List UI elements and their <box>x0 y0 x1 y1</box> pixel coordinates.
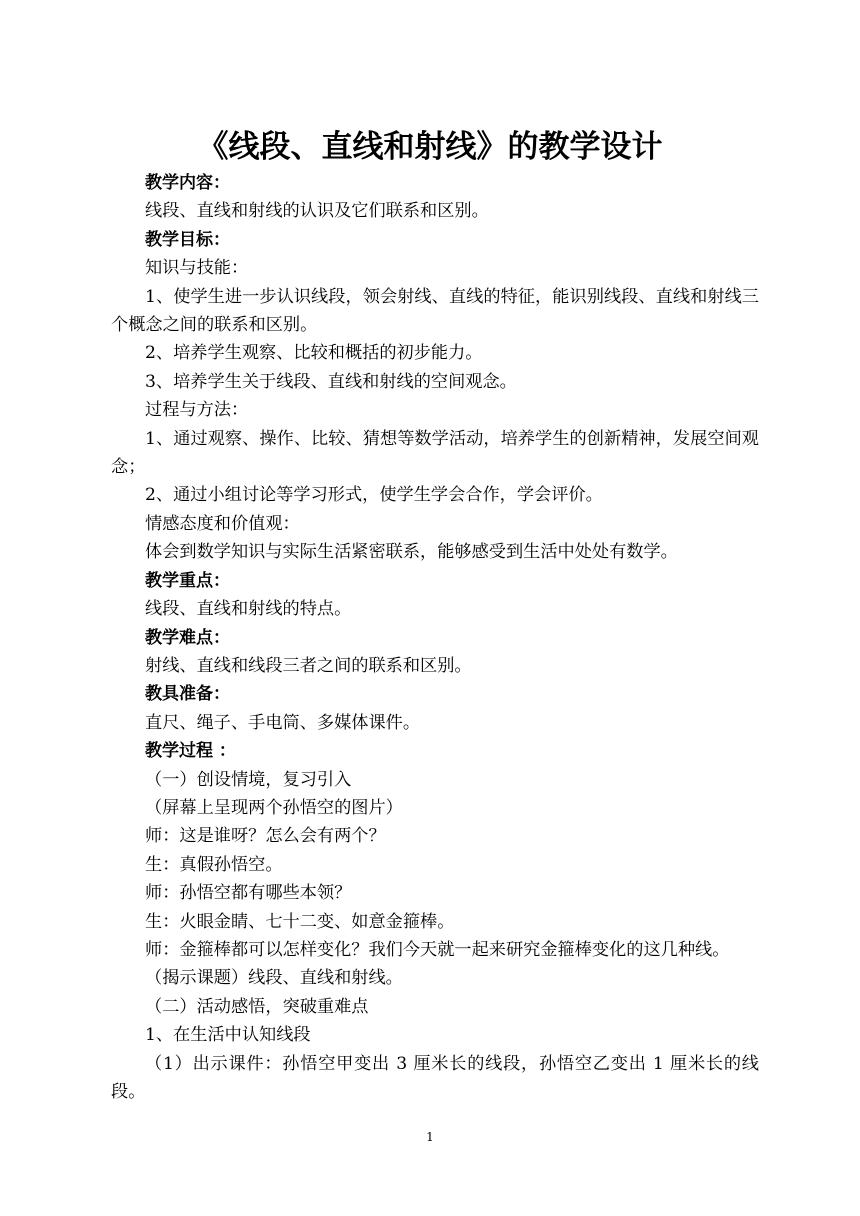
body-paragraph: 过程与方法： <box>145 400 249 421</box>
body-paragraph: 2、培养学生观察、比较和概括的初步能力。 <box>145 343 483 364</box>
document-body <box>111 169 759 1106</box>
body-paragraph: 师：孙悟空都有哪些本领？ <box>145 883 352 904</box>
body-paragraph: （1）出示课件：孙悟空甲变出 3 厘米长的线段，孙悟空乙变出 1 厘米长的线段。 <box>111 1053 759 1102</box>
body-paragraph: 1、在生活中认知线段 <box>145 1025 311 1046</box>
body-paragraph: 生：火眼金睛、七十二变、如意金箍棒。 <box>145 911 455 932</box>
body-paragraph: 3、培养学生关于线段、直线和射线的空间观念。 <box>145 371 517 392</box>
body-paragraph: 射线、直线和线段三者之间的联系和区别。 <box>145 655 472 676</box>
section-heading: 教具准备： <box>145 684 230 705</box>
body-paragraph: 1、通过观察、操作、比较、猜想等数学活动，培养学生的创新精神，发展空间观念； <box>111 428 759 478</box>
section-heading: 教学重点： <box>145 570 230 591</box>
section-heading: 教学内容： <box>145 173 230 193</box>
body-paragraph: （揭示课题）线段、直线和射线。 <box>145 968 403 989</box>
body-paragraph: 生：真假孙悟空。 <box>145 854 283 875</box>
section-heading: 教学难点： <box>145 627 230 648</box>
body-paragraph: 知识与技能： <box>145 258 249 279</box>
body-paragraph: 体会到数学知识与实际生活紧密联系，能够感受到生活中处处有数学。 <box>145 542 678 563</box>
body-paragraph: 线段、直线和射线的特点。 <box>145 599 352 620</box>
page-number: 1 <box>426 1130 434 1144</box>
body-paragraph: 师：金箍棒都可以怎样变化？我们今天就一起来研究金箍棒变化的这几种线。 <box>145 939 730 960</box>
body-paragraph: 2、通过小组讨论等学习形式，使学生学会合作，学会评价。 <box>145 485 603 506</box>
body-paragraph: （一）创设情境，复习引入 <box>145 769 352 790</box>
document-title: 《线段、直线和射线》的教学设计 <box>197 129 663 165</box>
body-paragraph: 1、使学生进一步认识线段，领会射线、直线的特征，能识别线段、直线和射线三个概念之间的联系和区别。 <box>111 286 759 336</box>
body-paragraph: 情感态度和价值观： <box>145 513 300 534</box>
body-paragraph: （屏幕上呈现两个孙悟空的图片） <box>145 797 403 818</box>
body-paragraph: 师：这是谁呀？怎么会有两个？ <box>145 826 386 847</box>
section-heading: 教学目标： <box>145 229 230 250</box>
body-paragraph: （二）活动感悟，突破重难点 <box>145 996 369 1017</box>
body-paragraph: 直尺、绳子、手电筒、多媒体课件。 <box>145 712 421 733</box>
section-heading: 教学过程 ： <box>145 741 236 762</box>
body-paragraph: 线段、直线和射线的认识及它们联系和区别。 <box>145 201 489 222</box>
